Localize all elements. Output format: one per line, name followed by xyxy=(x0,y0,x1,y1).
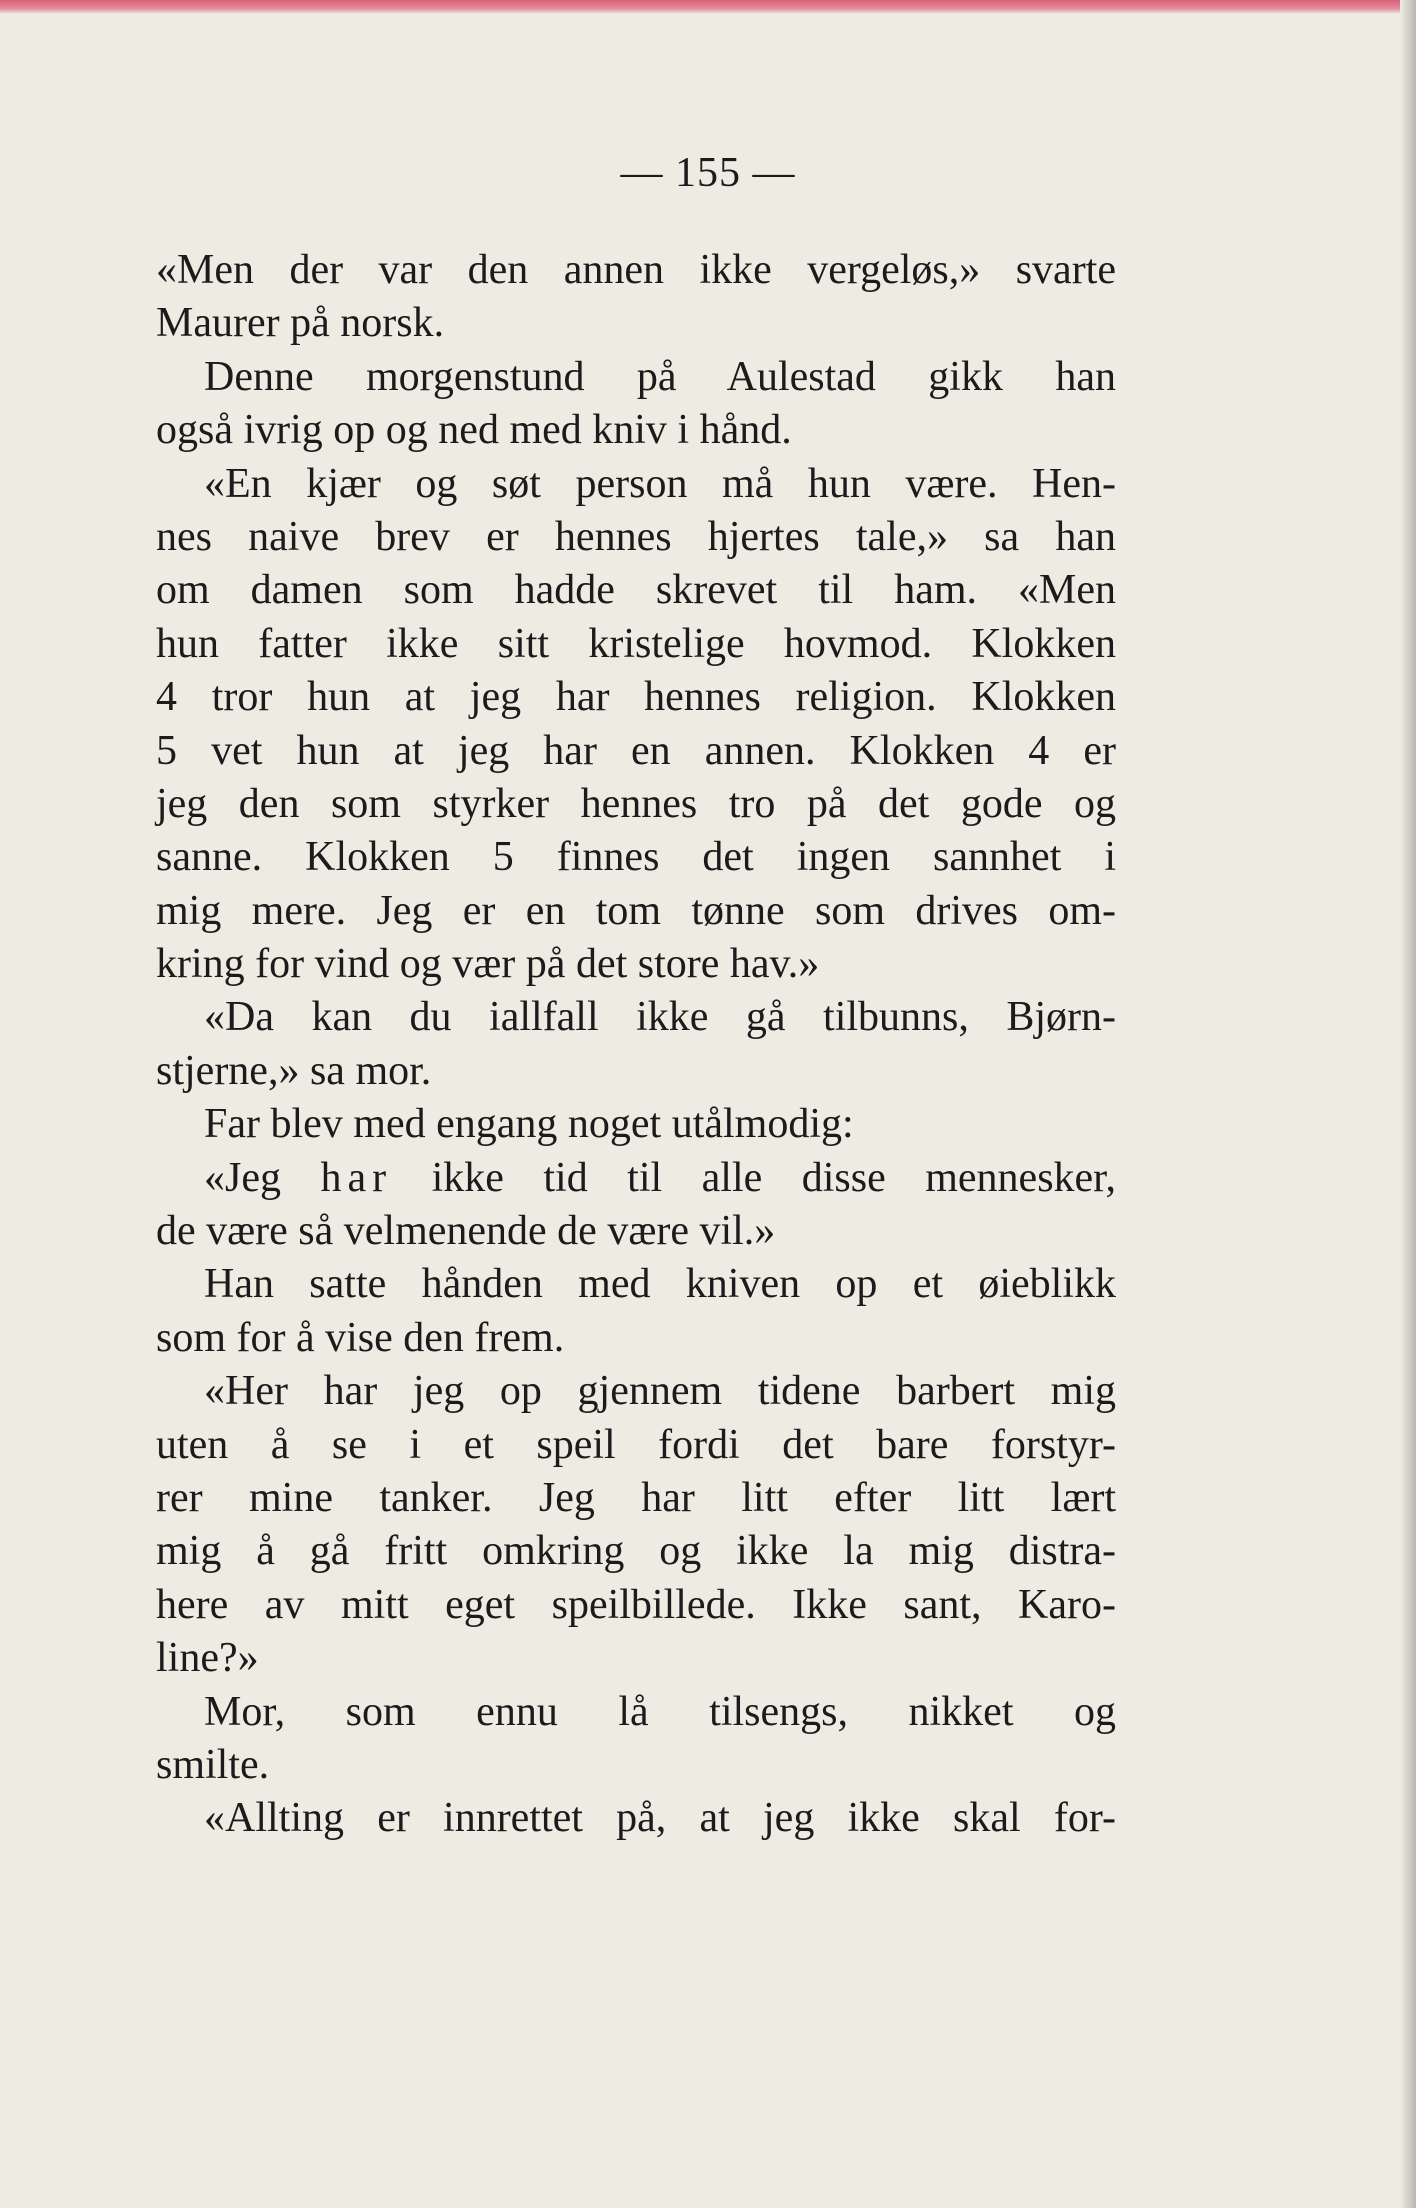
text-line: «En kjær og søt person må hun være. Hen- xyxy=(204,460,1116,507)
text-line: «Men der var den annen ikke vergeløs,» svarte xyxy=(156,247,1116,293)
text-line: kring for vind og vær på det store hav.» xyxy=(156,941,820,988)
text-line: Denne morgenstund på Aulestad gikk han xyxy=(204,353,1116,400)
page-number: — 155 — xyxy=(620,150,796,196)
text-line: Far blev med engang noget utålmodig: xyxy=(204,1101,854,1148)
text-line: de være så velmenende de være vil.» xyxy=(156,1208,776,1255)
text-line: sanne. Klokken 5 finnes det ingen sannhet i xyxy=(156,834,1116,881)
page-top-edge xyxy=(0,0,1416,14)
text-line: smilte. xyxy=(156,1741,270,1788)
text-line-end: ikke tid til alle disse mennesker, xyxy=(392,1154,1116,1201)
text-line: mig å gå fritt omkring og ikke la mig distra- xyxy=(156,1528,1116,1575)
text-line: stjerne,» sa mor. xyxy=(156,1047,432,1094)
text-line: hun fatter ikke sitt kristelige hovmod. Klokken xyxy=(156,620,1116,667)
text-line: Mor, som ennu lå tilsengs, nikket og xyxy=(204,1688,1116,1735)
text-line: «Her har jeg op gjennem tidene barbert mig xyxy=(204,1368,1116,1415)
text-line: here av mitt eget speilbillede. Ikke sant, Karo- xyxy=(156,1581,1116,1628)
text-line: som for å vise den frem. xyxy=(156,1314,565,1361)
text-line: om damen som hadde skrevet til ham. «Men xyxy=(156,567,1116,614)
text-line: nes naive brev er hennes hjertes tale,» sa han xyxy=(156,513,1116,560)
text-line xyxy=(156,1152,1116,1205)
text-line: også ivrig op og ned med kniv i hånd. xyxy=(156,407,792,454)
text-line: 4 tror hun at jeg har hennes religion. Klokken xyxy=(156,674,1116,721)
emphasized-word: har xyxy=(320,1154,393,1201)
page-right-edge xyxy=(1400,0,1416,2208)
body-text xyxy=(156,244,1116,1846)
text-line: line?» xyxy=(156,1635,259,1682)
text-line: «Allting er innrettet på, at jeg ikke skal for- xyxy=(204,1795,1116,1842)
text-line: 5 vet hun at jeg har en annen. Klokken 4 er xyxy=(156,727,1116,774)
text-line-start: «Jeg xyxy=(204,1154,321,1201)
text-line: «Da kan du iallfall ikke gå tilbunns, Bjørn- xyxy=(204,994,1116,1041)
text-line: mig mere. Jeg er en tom tønne som drives om- xyxy=(156,887,1116,934)
text-line: Han satte hånden med kniven op et øieblikk xyxy=(204,1261,1116,1308)
text-line: Maurer på norsk. xyxy=(156,300,445,347)
text-line: jeg den som styrker hennes tro på det gode og xyxy=(156,780,1116,827)
text-line: rer mine tanker. Jeg har litt efter litt lært xyxy=(156,1474,1116,1521)
text-line: uten å se i et speil fordi det bare forstyr- xyxy=(156,1421,1116,1468)
